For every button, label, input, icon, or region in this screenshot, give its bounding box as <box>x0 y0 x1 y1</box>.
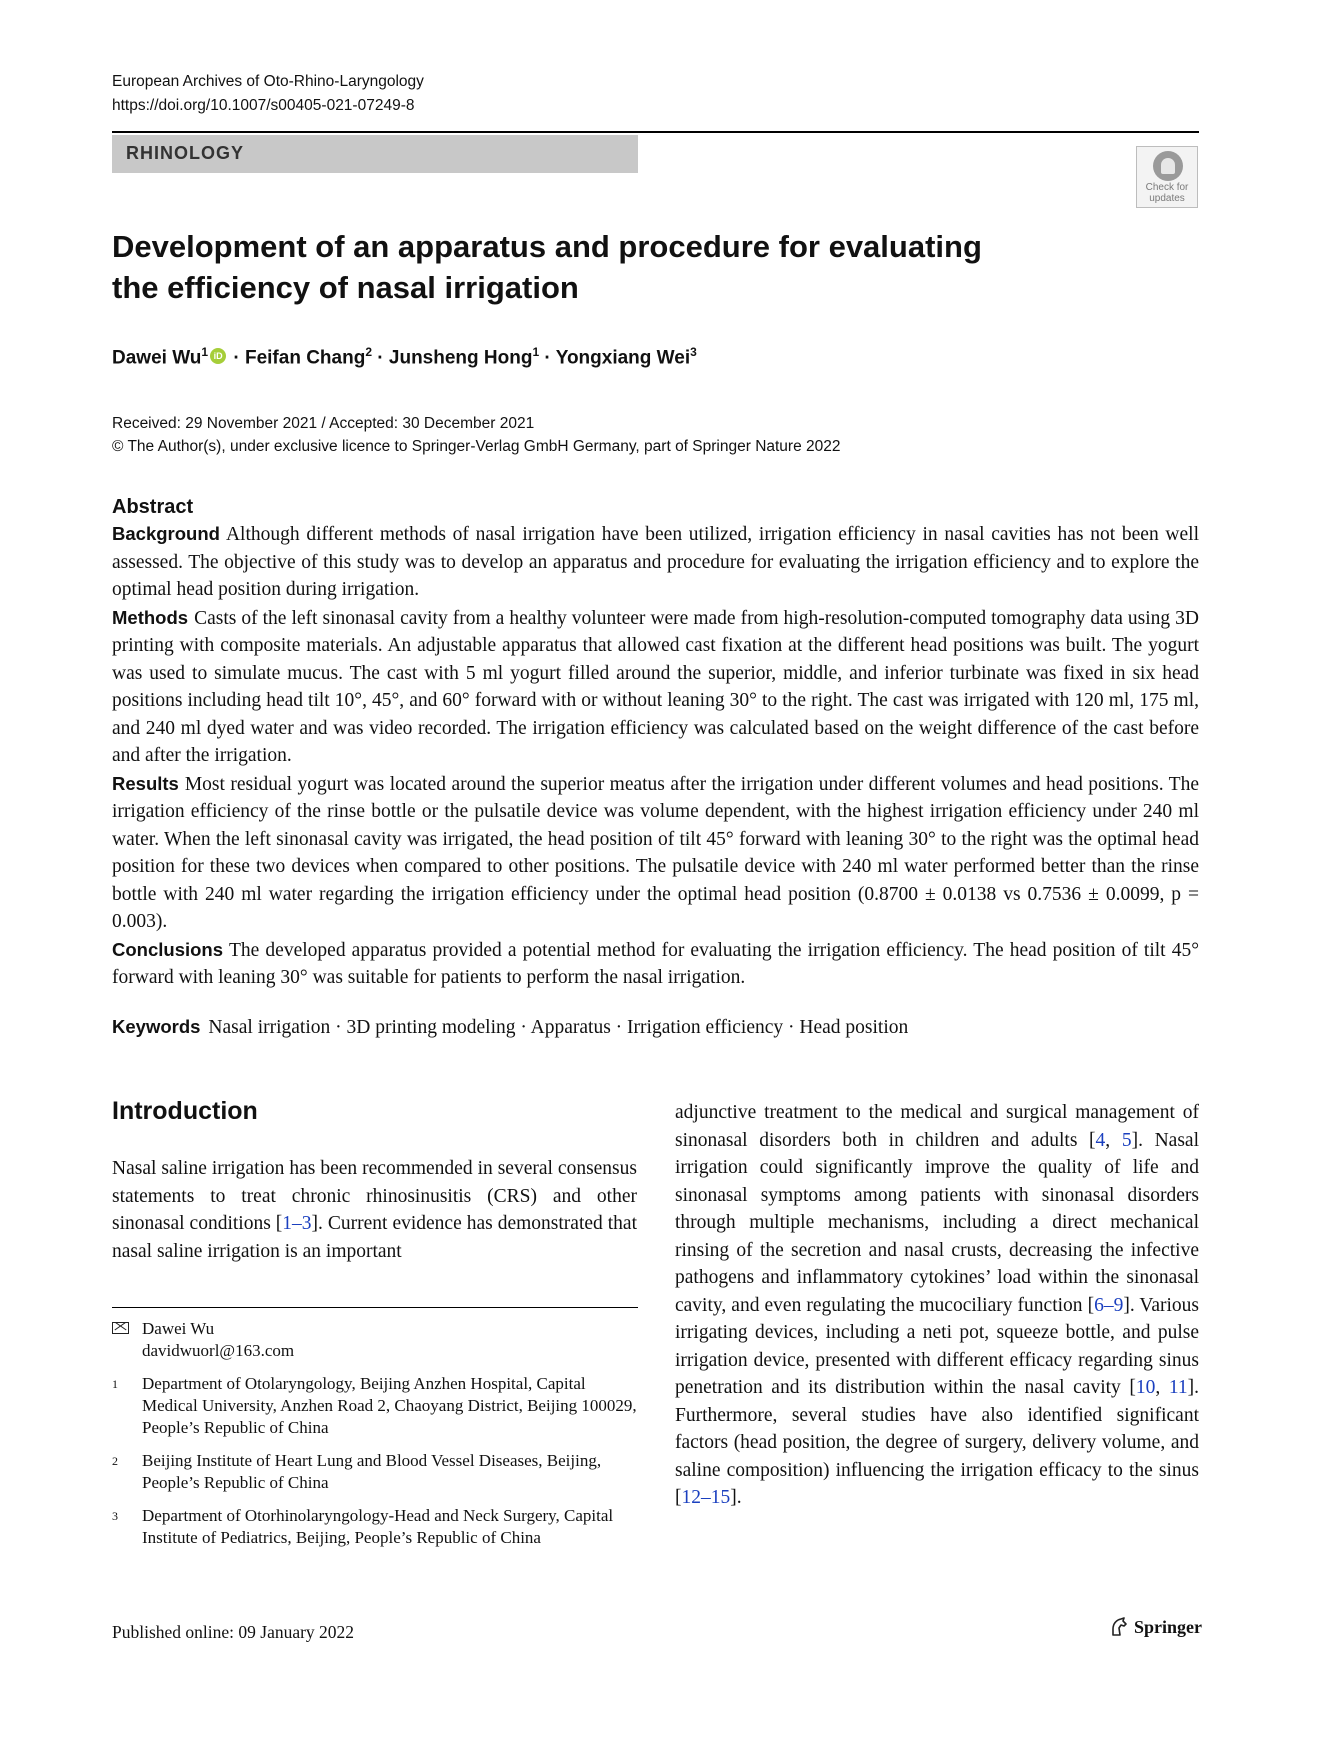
published-online: Published online: 09 January 2022 <box>112 1622 355 1642</box>
affiliation-text: Department of Otolaryngology, Beijing Anzhen Hospital, Capital Medical University, Anzhen Road 2, Chaoyang District, Beijing 100029, People’s Republic of China <box>142 1374 637 1437</box>
publisher-name: Springer <box>1134 1617 1203 1637</box>
introduction-heading: Introduction <box>112 1097 258 1125</box>
check-for-updates-icon[interactable] <box>1136 146 1198 208</box>
affiliation-mark: 1 <box>112 1377 118 1391</box>
journal-name: European Archives of Oto-Rhino-Laryngology <box>112 73 424 90</box>
citation-link[interactable]: 5 <box>1121 1129 1132 1151</box>
background-label: Background <box>112 523 220 544</box>
intro-text: , <box>1105 1129 1122 1151</box>
citation-link[interactable]: 11 <box>1168 1377 1188 1398</box>
author-affiliation: 2 <box>365 345 372 359</box>
methods-text: Casts of the left sinonasal cavity from a healthy volunteer were made from high-resolution-computed tomography data using 3D printing with composite materials. An adjustable apparatus that allowed cast fixation at the different head positions was built. The yogurt was used to simulate mucus. The cast with 5 ml yogurt filled around the superior, middle, and inferior turbinate was fixed in six head positions including head tilt 10°, 45°, and 60° forward with or without leaning 30° to the right. The cast was irrigated with 120 ml, 175 ml, and 240 ml dyed water and was video recorded. The irrigation efficiency was calculated based on the weight difference of the cast before and after the irrigation. <box>112 607 1199 766</box>
article-dates <box>112 412 841 458</box>
journal-header <box>112 70 424 118</box>
title-line-1: Development of an apparatus and procedure for evaluating <box>112 229 982 264</box>
citation-link[interactable]: 12–15 <box>681 1487 731 1508</box>
check-updates-label: Check for updates <box>1145 182 1189 204</box>
citation-link[interactable]: 10 <box>1135 1377 1156 1398</box>
conclusions-text: The developed apparatus provided a potential method for evaluating the irrigation efficiency. The head position of tilt 45° forward with leaning 30° was suitable for patients to perform the nasal irrigation. <box>112 939 1199 988</box>
intro-text: ]. <box>730 1487 742 1508</box>
corresponding-author <box>112 1318 638 1362</box>
intro-text: ]. Various irrigating devices, including a neti pot, squeeze bottle, and pulse irrigation device, presented with different efficacy regarding sinus penetration and its distribution within the nasal cavity [ <box>675 1294 1199 1398</box>
intro-text: ]. Furthermore, several studies have also identified significant factors (head position, the degree of surgery, delivery volume, and saline composition) influencing the irrigation efficacy to the sinus [ <box>675 1377 1200 1508</box>
affiliation-mark: 3 <box>112 1509 118 1523</box>
abstract-methods <box>112 604 1199 770</box>
intro-text: Nasal saline irrigation has been recommended in several consensus statements to treat chronic rhinosinusitis (CRS) and other sinonasal conditions [ <box>112 1158 637 1234</box>
author-list: Dawei Wu$^1$ iD · Feifan Chang$^2$ · Junsheng Hong$^1$ · Yongxiang Wei$^3$ <box>112 345 697 369</box>
abstract-background <box>112 520 1199 604</box>
section-band <box>112 135 638 173</box>
author-name: Junsheng Hong <box>388 347 533 369</box>
intro-text: adjunctive treatment to the medical and surgical management of sinonasal disorders both in children and adults [ <box>675 1102 1199 1151</box>
abstract-heading: Abstract <box>112 496 194 518</box>
affiliation-2 <box>112 1450 638 1494</box>
springer-logo <box>1108 1616 1202 1638</box>
conclusions-label: Conclusions <box>112 938 224 960</box>
contact-name: Dawei Wu <box>142 1319 215 1338</box>
keywords-label: Keywords <box>112 1016 201 1037</box>
copyright-line: © The Author(s), under exclusive licence to Springer-Verlag GmbH Germany, part of Springer Nature 2022 <box>112 438 841 455</box>
springer-horse-icon <box>1108 1616 1130 1638</box>
results-text: Most residual yogurt was located around the superior meatus after the irrigation under different volumes and head positions. The irrigation efficiency of the rinse bottle or the pulsatile device was volume dependent, with the highest irrigation efficiency under 240 ml water. When the left sinonasal cavity was irrigated, the head position of tilt 45° forward with leaning 30° to the right was the optimal head position for these two devices when compared to other positions. The pulsatile device with 240 ml water performed better than the rinse bottle with 240 ml water regarding the irrigation efficiency under the optimal head position (0.8700 ± 0.0138 vs 0.7536 ± 0.0099, p = 0.003). <box>112 773 1199 932</box>
author-name: Dawei Wu <box>112 347 202 369</box>
affiliation-mark: 2 <box>112 1454 118 1468</box>
intro-text: ]. Current evidence has demonstrated that nasal saline irrigation is an important <box>112 1213 637 1262</box>
paper-title <box>112 226 1012 308</box>
affiliation-1 <box>112 1373 638 1439</box>
section-label: RHINOLOGY <box>126 143 245 163</box>
orcid-icon[interactable]: iD <box>210 348 226 364</box>
keywords <box>112 1016 908 1039</box>
doi-link[interactable]: https://doi.org/10.1007/s00405-021-07249-8 <box>112 97 415 114</box>
author-affiliation: 1 <box>201 345 209 359</box>
author-name: Feifan Chang <box>244 347 366 369</box>
author-affiliation: 3 <box>690 345 697 359</box>
intro-text: ]. Nasal irrigation could significantly improve the quality of life and sinonasal symptoms among patients with sinonasal disorders through multiple mechanisms, including a direct mechanical rinsing of the secretion and nasal crusts, decreasing the infective pathogens and inflammatory cytokines’ load within the sinonasal cavity, and even regulating the mucociliary function [ <box>675 1129 1199 1316</box>
intro-paragraph-right <box>675 1099 1199 1512</box>
footnotes <box>112 1318 638 1560</box>
methods-label: Methods <box>112 606 189 628</box>
citation-link[interactable]: 6–9 <box>1094 1294 1124 1316</box>
abstract-results <box>112 770 1199 936</box>
abstract-conclusions <box>112 936 1199 992</box>
envelope-icon <box>112 1322 129 1334</box>
affiliation-text: Beijing Institute of Heart Lung and Blood Vessel Diseases, Beijing, People’s Republic of China <box>142 1451 602 1492</box>
footnote-rule <box>112 1307 638 1308</box>
affiliation-text: Department of Otorhinolaryngology-Head and Neck Surgery, Capital Institute of Pediatrics, Beijing, People’s Republic of China <box>142 1506 614 1547</box>
intro-paragraph-left <box>112 1155 637 1265</box>
abstract <box>112 494 1199 992</box>
bookmark-circle-icon <box>1153 151 1183 181</box>
received-accepted: Received: 29 November 2021 / Accepted: 30 December 2021 <box>112 415 535 432</box>
title-line-2: the efficiency of nasal irrigation <box>112 270 579 305</box>
citation-link[interactable]: 4 <box>1095 1129 1106 1151</box>
background-text: Although different methods of nasal irrigation have been utilized, irrigation efficiency in nasal cavities has not been well assessed. The objective of this study was to develop an apparatus and procedure for evaluating the irrigation efficiency and to explore the optimal head position during irrigation. <box>112 524 1199 600</box>
intro-text: , <box>1155 1377 1169 1398</box>
contact-email[interactable]: davidwuorl@163.com <box>142 1341 295 1360</box>
author-name: Yongxiang Wei <box>555 347 691 369</box>
header-rule <box>112 131 1199 133</box>
keywords-text: Nasal irrigation · 3D printing modeling · Apparatus · Irrigation efficiency · Head position <box>208 1017 909 1038</box>
results-label: Results <box>112 772 179 794</box>
citation-link[interactable]: 1–3 <box>282 1213 312 1234</box>
affiliation-3 <box>112 1505 638 1549</box>
author-affiliation: 1 <box>532 345 540 359</box>
